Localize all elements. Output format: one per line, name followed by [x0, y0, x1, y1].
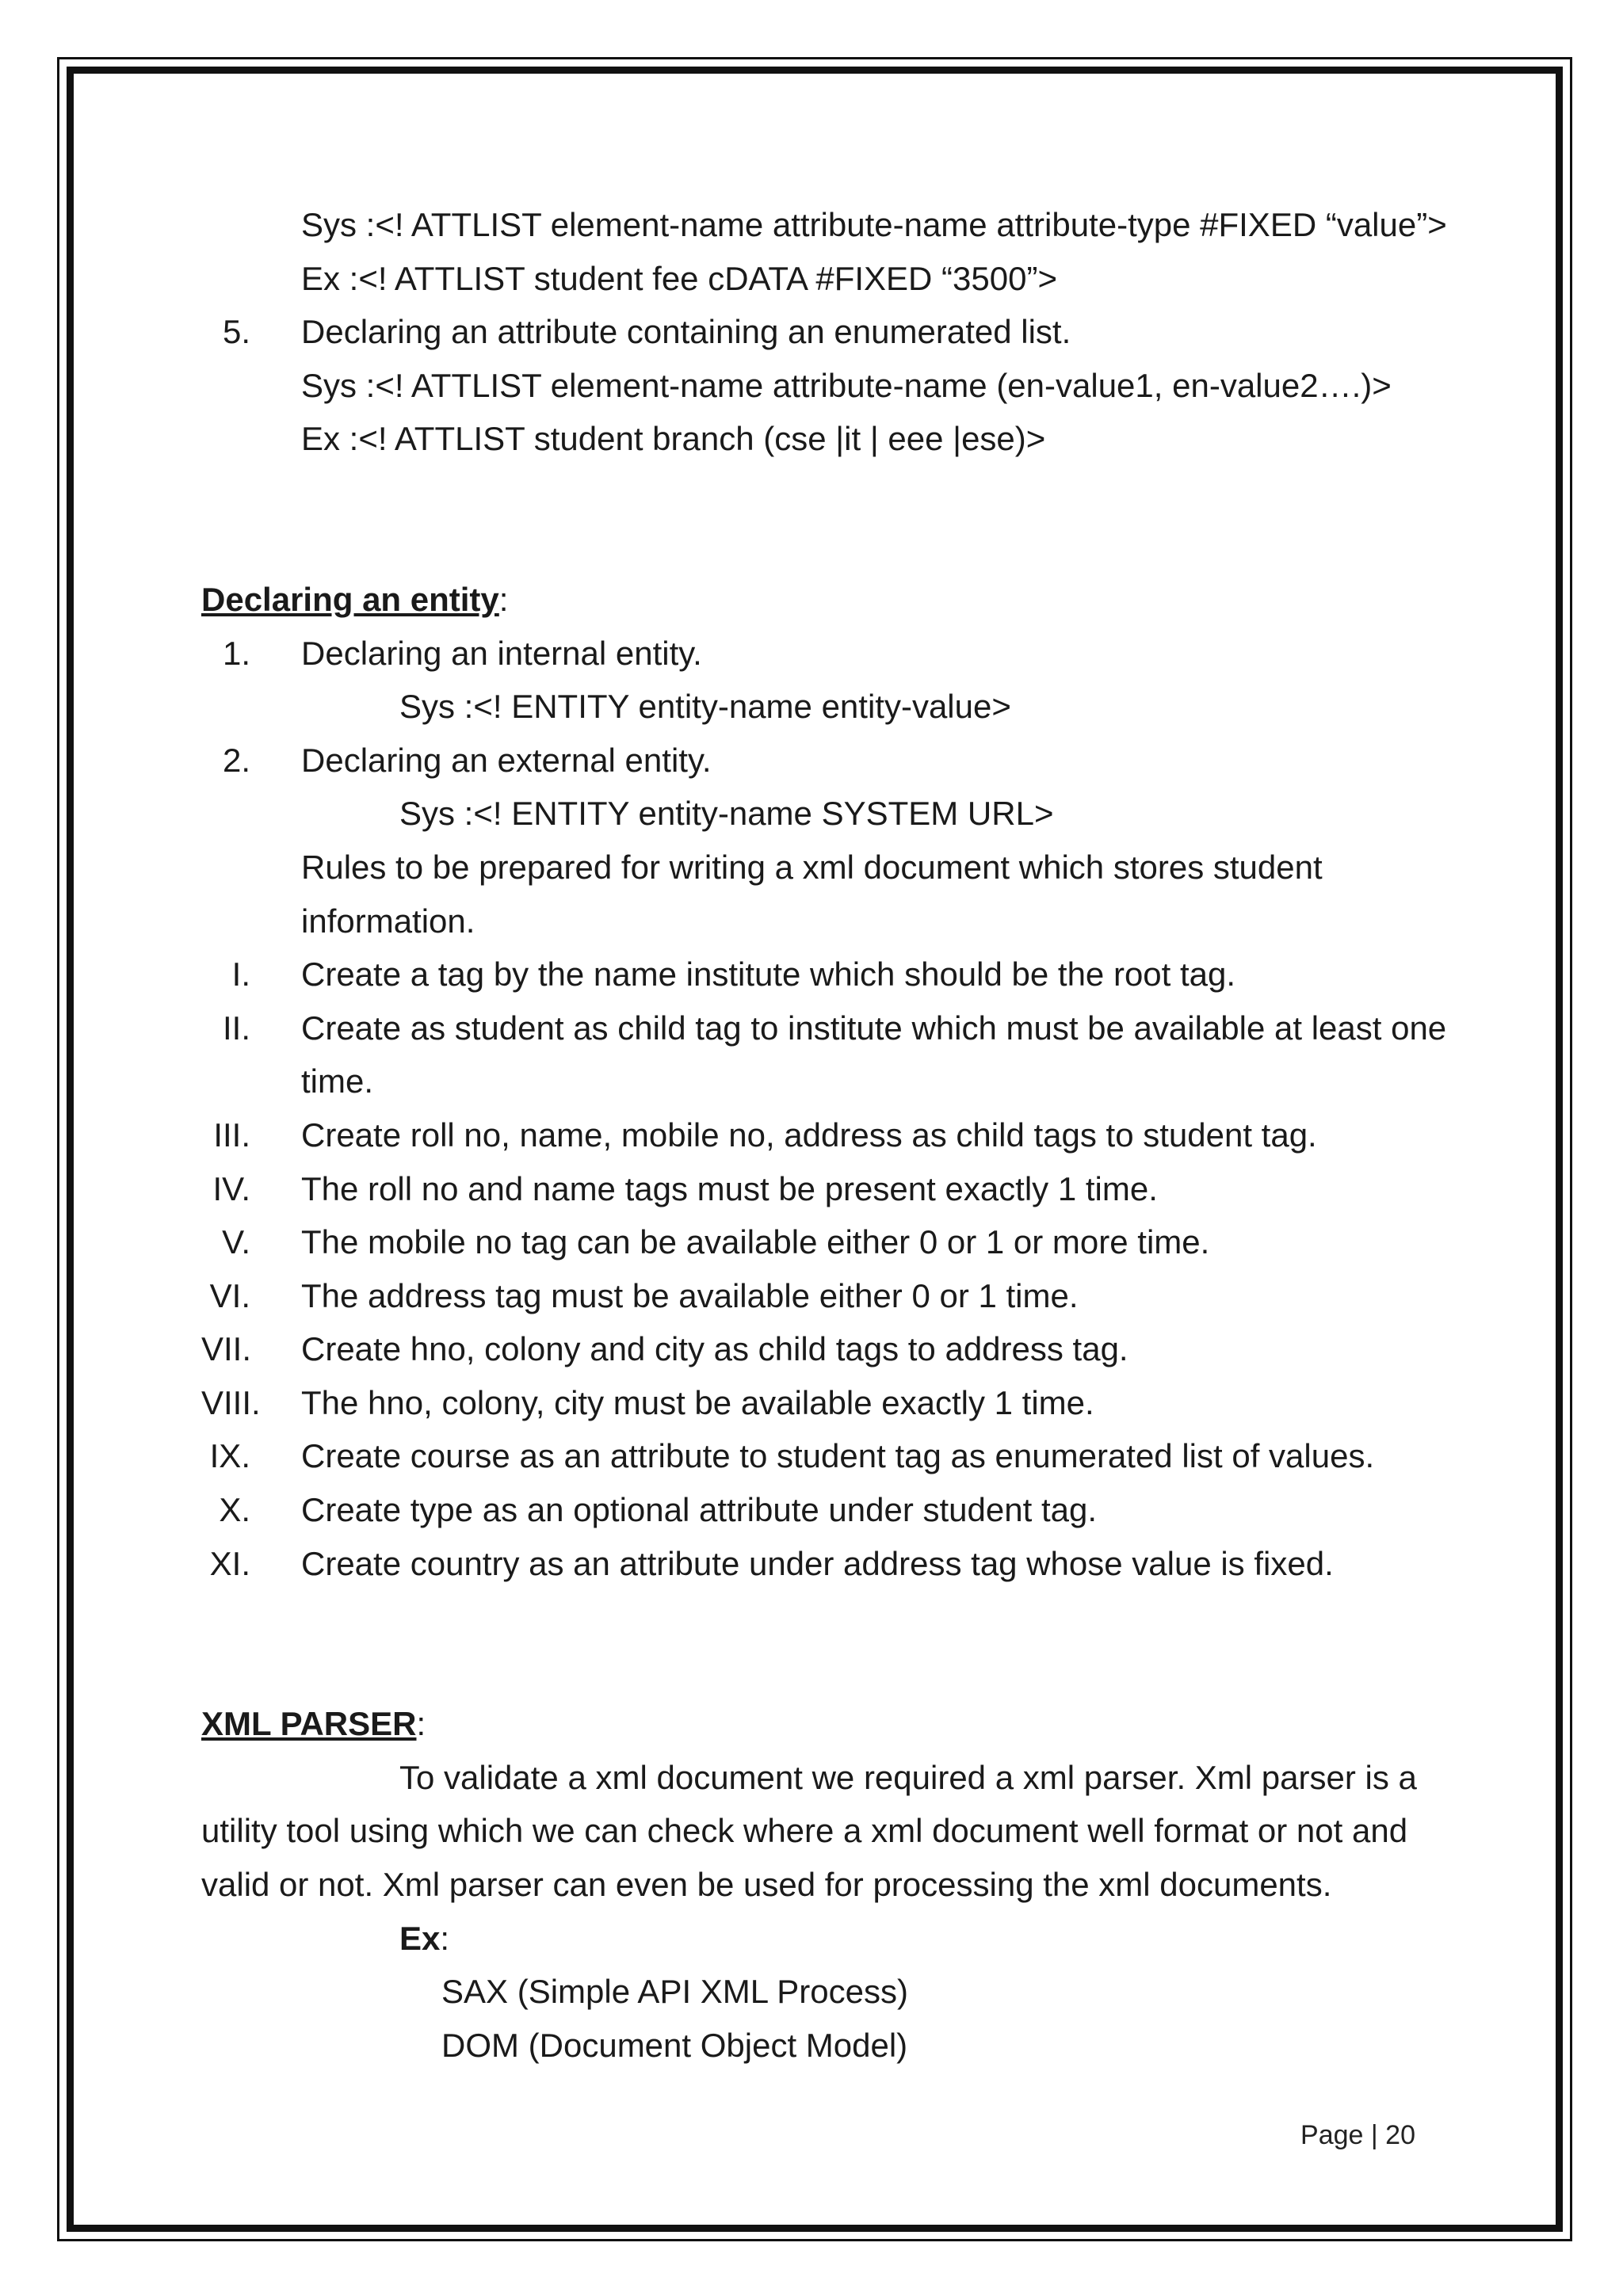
rule-number: XI. [209, 1544, 250, 1582]
entity-syntax: Sys :<! ENTITY entity-name SYSTEM URL> [399, 795, 1054, 833]
rule-text: Create country as an attribute under address tag whose value is fixed. [301, 1544, 1334, 1582]
list-item [201, 627, 1549, 681]
rule-number: VI. [209, 1276, 250, 1314]
rules-intro: Rules to be prepared for writing a xml document which stores student [301, 848, 1323, 886]
rule-item [201, 1108, 1549, 1162]
fixed-attr-syntax: Sys :<! ATTLIST element-name attribute-name attribute-type #FIXED “value”> [301, 206, 1447, 243]
parser-paragraph-cont: valid or not. Xml parser can even be used for processing the xml documents. [201, 1866, 1332, 1904]
rule-item [201, 1269, 1549, 1323]
rules-intro-cont: information. [301, 902, 475, 940]
rule-text: The address tag must be available either 0 or 1 time. [301, 1276, 1079, 1314]
rule-text: Create a tag by the name institute which should be the root tag. [301, 955, 1236, 994]
rule-item [201, 1483, 1549, 1537]
example-label: Ex: [399, 1919, 450, 1957]
fixed-attr-example: Ex :<! ATTLIST student fee cDATA #FIXED “3500”> [301, 259, 1057, 297]
list-text: Declaring an external entity. [301, 741, 712, 779]
rule-number: VII. [201, 1330, 252, 1368]
rule-text-cont: time. [301, 1062, 374, 1100]
rule-text: Create type as an optional attribute under student tag. [301, 1491, 1098, 1529]
rule-text: The roll no and name tags must be present exactly 1 time. [301, 1169, 1158, 1207]
rule-number: V. [222, 1223, 250, 1261]
heading-text: Declaring an entity [201, 580, 499, 618]
list-number: 1. [222, 634, 250, 672]
enum-attr-syntax: Sys :<! ATTLIST element-name attribute-name (en-value1, en-value2….)> [301, 366, 1392, 404]
rule-text: Create course as an attribute to student tag as enumerated list of values. [301, 1437, 1375, 1475]
list-item [201, 734, 1549, 788]
section-heading-entity: Declaring an entity: [201, 580, 509, 618]
list-text: Declaring an attribute containing an enumerated list. [301, 313, 1071, 351]
parser-paragraph-cont: utility tool using which we can check where a xml document well format or not and [201, 1812, 1408, 1850]
example-item: DOM (Document Object Model) [441, 2026, 908, 2064]
example-item: SAX (Simple API XML Process) [441, 1973, 908, 2011]
page-number: Page | 20 [1300, 2120, 1415, 2150]
list-number: 2. [222, 741, 250, 779]
rule-number: III. [213, 1116, 250, 1154]
rule-number: II. [222, 1009, 250, 1047]
rule-text: Create roll no, name, mobile no, address as child tags to student tag. [301, 1116, 1317, 1154]
list-text: Declaring an internal entity. [301, 634, 702, 672]
list-number: 5. [222, 313, 250, 351]
rule-item [201, 1215, 1549, 1269]
rule-number: IX. [209, 1437, 250, 1475]
rule-item [201, 1322, 1549, 1376]
rule-number: VIII. [201, 1383, 261, 1421]
rule-text: Create hno, colony and city as child tags to address tag. [301, 1330, 1128, 1368]
enum-attr-example: Ex :<! ATTLIST student branch (cse |it | eee |ese)> [301, 420, 1046, 458]
rule-item [201, 1376, 1549, 1430]
entity-syntax: Sys :<! ENTITY entity-name entity-value> [399, 688, 1011, 726]
rule-number: IV. [212, 1169, 250, 1207]
rule-item [201, 948, 1549, 1001]
list-item [201, 305, 1549, 359]
section-heading-parser: XML PARSER: [201, 1705, 426, 1743]
rule-item [201, 1001, 1549, 1055]
rule-item [201, 1162, 1549, 1216]
rule-text: The mobile no tag can be available either 0 or 1 or more time. [301, 1223, 1210, 1261]
rule-item [201, 1429, 1549, 1483]
rule-number: X. [219, 1491, 250, 1529]
document-body [201, 198, 1549, 2072]
rule-item [201, 1537, 1549, 1591]
heading-text: XML PARSER [201, 1705, 417, 1743]
parser-paragraph: To validate a xml document we required a xml parser. Xml parser is a [399, 1758, 1417, 1796]
rule-number: I. [231, 955, 250, 994]
rule-text: Create as student as child tag to institute which must be available at least one [301, 1009, 1447, 1047]
rule-text: The hno, colony, city must be available exactly 1 time. [301, 1383, 1094, 1421]
